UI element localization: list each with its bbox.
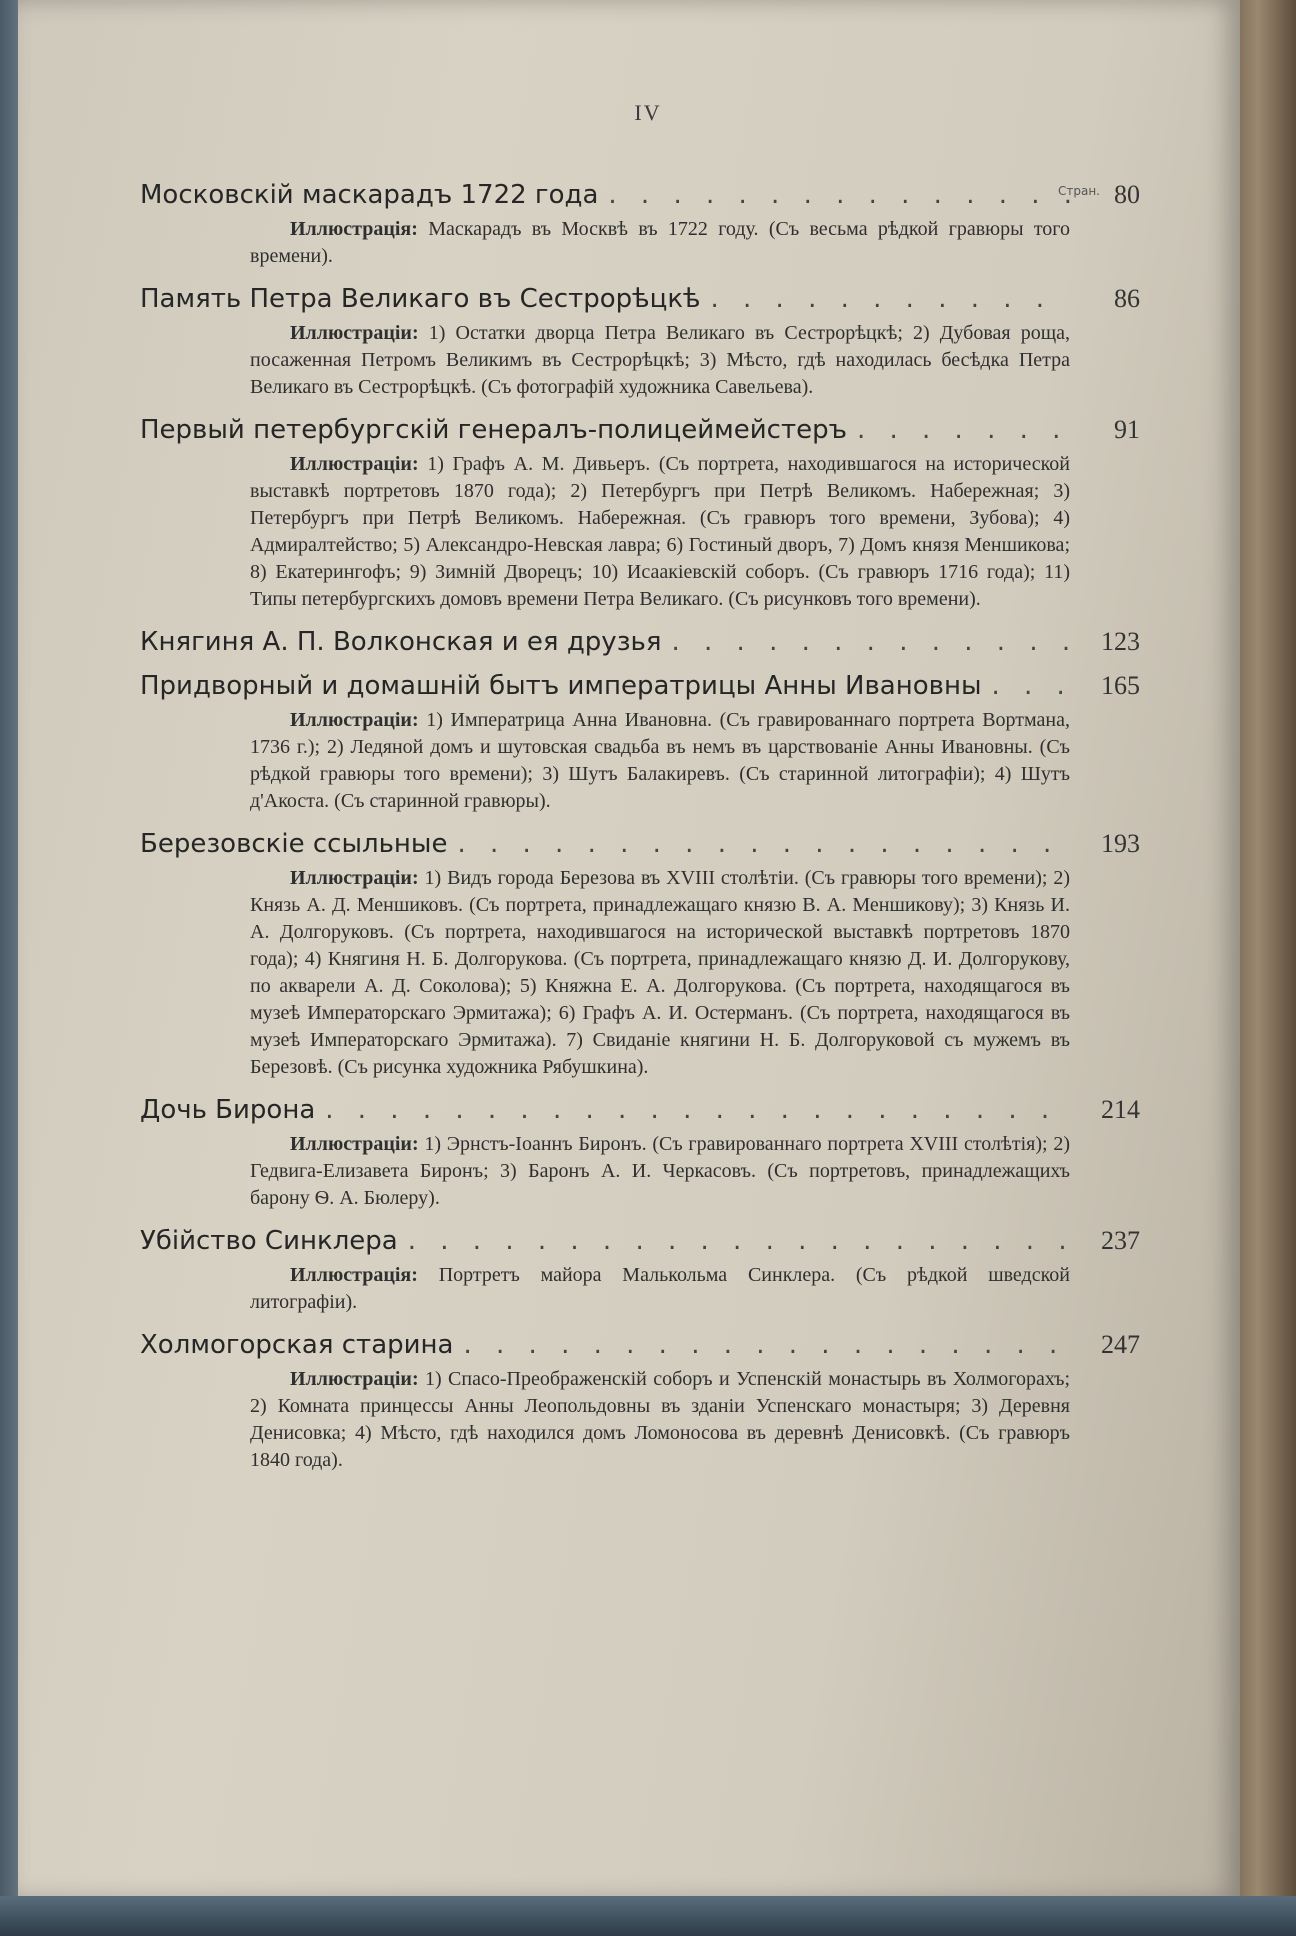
entry-page: 214 (1101, 1095, 1140, 1124)
dot-leader (325, 1095, 1070, 1125)
bottom-edge (0, 1896, 1296, 1936)
dot-leader (711, 284, 1071, 314)
entry-title: Убійство Синклера (140, 1226, 398, 1256)
toc-entry (140, 1095, 1140, 1212)
illustration-label: Иллюстраціи: (290, 867, 419, 889)
dot-leader (457, 829, 1070, 859)
dot-leader (991, 671, 1070, 701)
dot-leader (408, 1226, 1070, 1256)
illustration-label: Иллюстраціи: (290, 709, 419, 731)
toc-entry (140, 627, 1140, 657)
page-column-label: Стран. (1058, 184, 1100, 198)
illustration-label: Иллюстраціи: (290, 1368, 419, 1390)
toc-entry (140, 671, 1140, 815)
entry-title: Княгиня А. П. Волконская и ея друзья (140, 627, 662, 657)
entry-title: Дочь Бирона (140, 1095, 316, 1125)
illustration-text: 1) Остатки дворца Петра Великаго въ Сестрорѣцкѣ; 2) Дубовая роща, посаженная Петромъ Великимъ въ Сестрорѣцкѣ; 3) Мѣсто, гдѣ находилась бесѣдка Петра Великаго въ Сестрорѣцкѣ. (Съ фотографій художника Савельева). (250, 322, 1070, 398)
illustration-label: Иллюстраціи: (290, 1133, 419, 1155)
illustration-label: Иллюстрація: (290, 1264, 418, 1286)
entry-page: 86 (1114, 284, 1140, 313)
illustration-label: Иллюстраціи: (290, 453, 419, 475)
illustration-text: Маскарадъ въ Москвѣ въ 1722 году. (Съ весьма рѣдкой гравюры того времени). (250, 218, 1071, 267)
dot-leader (608, 180, 1070, 210)
illustration-text: Портретъ майора Малькольма Синклера. (Съ рѣдкой шведской литографіи). (250, 1264, 1071, 1313)
illustration-note (250, 1131, 1070, 1212)
illustration-note (250, 1366, 1070, 1474)
entry-title: Придворный и домашній бытъ императрицы Анны Ивановны (140, 671, 982, 701)
illustration-text: 1) Спасо-Преображенскій соборъ и Успенскій монастырь въ Холмогорахъ; 2) Комната принцессы Анны Леопольдовны въ зданіи Успенскаго монастыря; 3) Деревня Денисовка; 4) Мѣсто, гдѣ находился домъ Ломоносова въ деревнѣ Денисовкѣ. (Съ гравюръ 1840 года). (250, 1368, 1071, 1471)
entry-title: Память Петра Великаго въ Сестрорѣцкѣ (140, 284, 701, 314)
illustration-label: Иллюстрація: (290, 218, 418, 240)
illustration-note (250, 216, 1070, 270)
illustration-label: Иллюстраціи: (290, 322, 419, 344)
next-page-edge (1232, 0, 1296, 1936)
entry-page: 91 (1114, 415, 1140, 444)
entry-page: 247 (1101, 1330, 1140, 1359)
entry-page: 123 (1101, 627, 1140, 656)
illustration-text: 1) Видъ города Березова въ XVIII столѣтіи. (Съ гравюры того времени); 2) Князь А. Д. Меншиковъ. (Съ портрета, принадлежащаго князю В. А. Меншикову); 3) Князь И. А. Долгоруковъ. (Съ портрета, находившагося на исторической выставкѣ портретовъ 1870 года); 4) Княгиня Н. Б. Долгорукова. (Съ портрета, принадлежащаго князю Д. И. Долгорукову, по акварели А. Д. Соколова); 5) Княжна Е. А. Долгорукова. (Съ портрета, находящагося въ музеѣ Императорскаго Эрмитажа); 6) Графъ А. И. Остерманъ. (Съ портрета, находящагося въ музеѣ Императорскаго Эрмитажа). 7) Свиданіе княгини Н. Б. Долгоруковой съ мужемъ въ Березовѣ. (Съ рисунка художника Рябушкина). (250, 867, 1071, 1078)
illustration-note (250, 707, 1070, 815)
entry-page: 193 (1101, 829, 1140, 858)
dot-leader (672, 627, 1071, 657)
page-number: IV (634, 100, 662, 125)
entry-title: Холмогорская старина (140, 1330, 454, 1360)
toc-entry (140, 180, 1140, 270)
entry-page: 165 (1101, 671, 1140, 700)
entry-title: Первый петербургскій генералъ-полицеймейстеръ (140, 415, 847, 445)
entry-title: Березовскіе ссыльные (140, 829, 448, 859)
entry-page: 80 (1114, 180, 1140, 209)
illustration-text: 1) Графъ А. М. Дивьеръ. (Съ портрета, находившагося на исторической выставкѣ портретовъ 1870 года); 2) Петербургъ при Петрѣ Великомъ. Набережная; 3) Петербургъ при Петрѣ Великомъ. Набережная. (Съ гравюръ того времени, Зубова); 4) Адмиралтейство; 5) Александро-Невская лавра; 6) Гостиный дворъ, 7) Домъ князя Меншикова; 8) Екатерингофъ; 9) Зимній Дворецъ; 10) Исаакіевскій соборъ. (Съ гравюръ 1716 года); 11) Типы петербургскихъ домовъ времени Петра Великаго. (Съ рисунковъ того времени). (250, 453, 1070, 610)
dot-leader (857, 415, 1070, 445)
toc-entry (140, 1226, 1140, 1316)
toc-entry (140, 284, 1140, 401)
illustration-note (250, 320, 1070, 401)
dot-leader (463, 1330, 1070, 1360)
toc-entry (140, 415, 1140, 613)
illustration-note (250, 1262, 1070, 1316)
illustration-note (250, 865, 1070, 1081)
toc-entry (140, 1330, 1140, 1474)
entry-page: 237 (1101, 1226, 1140, 1255)
illustration-text: 1) Эрнстъ-Іоаннъ Биронъ. (Съ гравированнаго портрета XVIII столѣтія); 2) Гедвига-Елизавета Биронъ; 3) Баронъ А. И. Черкасовъ. (Съ портретовъ, принадлежащихъ барону Ѳ. А. Бюлеру). (250, 1133, 1070, 1209)
table-of-contents (140, 180, 1140, 1488)
entry-title: Московскій маскарадъ 1722 года (140, 180, 599, 210)
toc-entry (140, 829, 1140, 1081)
illustration-text: 1) Императрица Анна Ивановна. (Съ гравированнаго портрета Вортмана, 1736 г.); 2) Ледяной домъ и шутовская свадьба въ немъ въ царствованіе Анны Ивановны. (Съ рѣдкой гравюры того времени); 3) Шутъ Балакиревъ. (Съ старинной литографіи); 4) Шутъ д'Акоста. (Съ старинной гравюры). (250, 709, 1070, 812)
illustration-note (250, 451, 1070, 613)
